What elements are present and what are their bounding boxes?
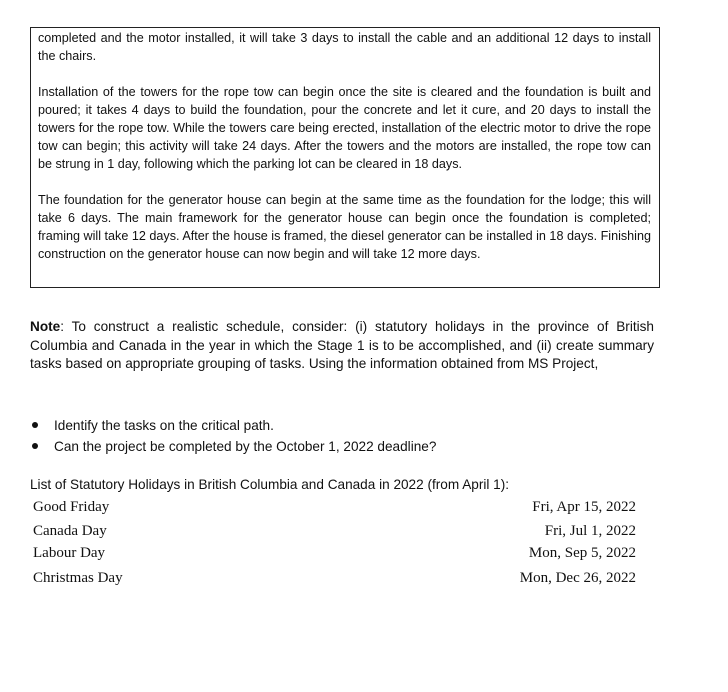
holiday-date: Mon, Sep 5, 2022 <box>528 545 636 561</box>
question-text: Can the project be completed by the October 1, 2022 deadline? <box>54 439 437 454</box>
note-label: Note <box>30 319 61 334</box>
question-list <box>30 415 650 457</box>
holiday-name: Labour Day <box>33 545 106 561</box>
holidays-title: List of Statutory Holidays in British Columbia and Canada in 2022 (from April 1): <box>30 477 510 492</box>
holiday-date: Mon, Dec 26, 2022 <box>519 570 636 586</box>
list-item <box>30 436 650 457</box>
bullet-icon <box>32 422 38 428</box>
description-paragraph-2: Installation of the towers for the rope tow can begin once the site is cleared and the foundation is built and poured; it takes 4 days to build the foundation, pour the concrete and let it cure, and 20 days to install the towers for the rope tow. While the towers care being erected, installation of the electric motor to drive the rope tow can begin; this activity will take 24 days. After the towers and the motors are installed, the rope tow can be strung in 1 day, following which the parking lot can be cleared in 18 days. <box>38 85 651 171</box>
holiday-date: Fri, Jul 1, 2022 <box>544 523 636 539</box>
holiday-name: Christmas Day <box>33 570 123 586</box>
note-text: : To construct a realistic schedule, consider: (i) statutory holidays in the province of British Columbia and Canada in the year in which the Stage 1 is to be accomplished, and (ii) create summary tasks based on appropriate grouping of tasks. Using the information obtained from MS Project, <box>30 319 654 371</box>
description-paragraph-1: completed and the motor installed, it will take 3 days to install the cable and an additional 12 days to install the chairs. <box>38 31 651 63</box>
holiday-name: Good Friday <box>33 499 110 515</box>
description-paragraph-3: The foundation for the generator house can begin at the same time as the foundation for the lodge; this will take 6 days. The main framework for the generator house can begin once the foundation is completed; framing will take 12 days. After the house is framed, the diesel generator can be installed in 18 days. Finishing construction on the generator house can now begin and will take 12 more days. <box>38 193 651 261</box>
list-item <box>30 415 650 436</box>
bullet-icon <box>32 443 38 449</box>
question-text: Identify the tasks on the critical path. <box>54 418 274 433</box>
holiday-name: Canada Day <box>33 523 107 539</box>
task-description-box <box>30 27 660 288</box>
note-paragraph <box>30 318 654 374</box>
holiday-date: Fri, Apr 15, 2022 <box>532 499 636 515</box>
